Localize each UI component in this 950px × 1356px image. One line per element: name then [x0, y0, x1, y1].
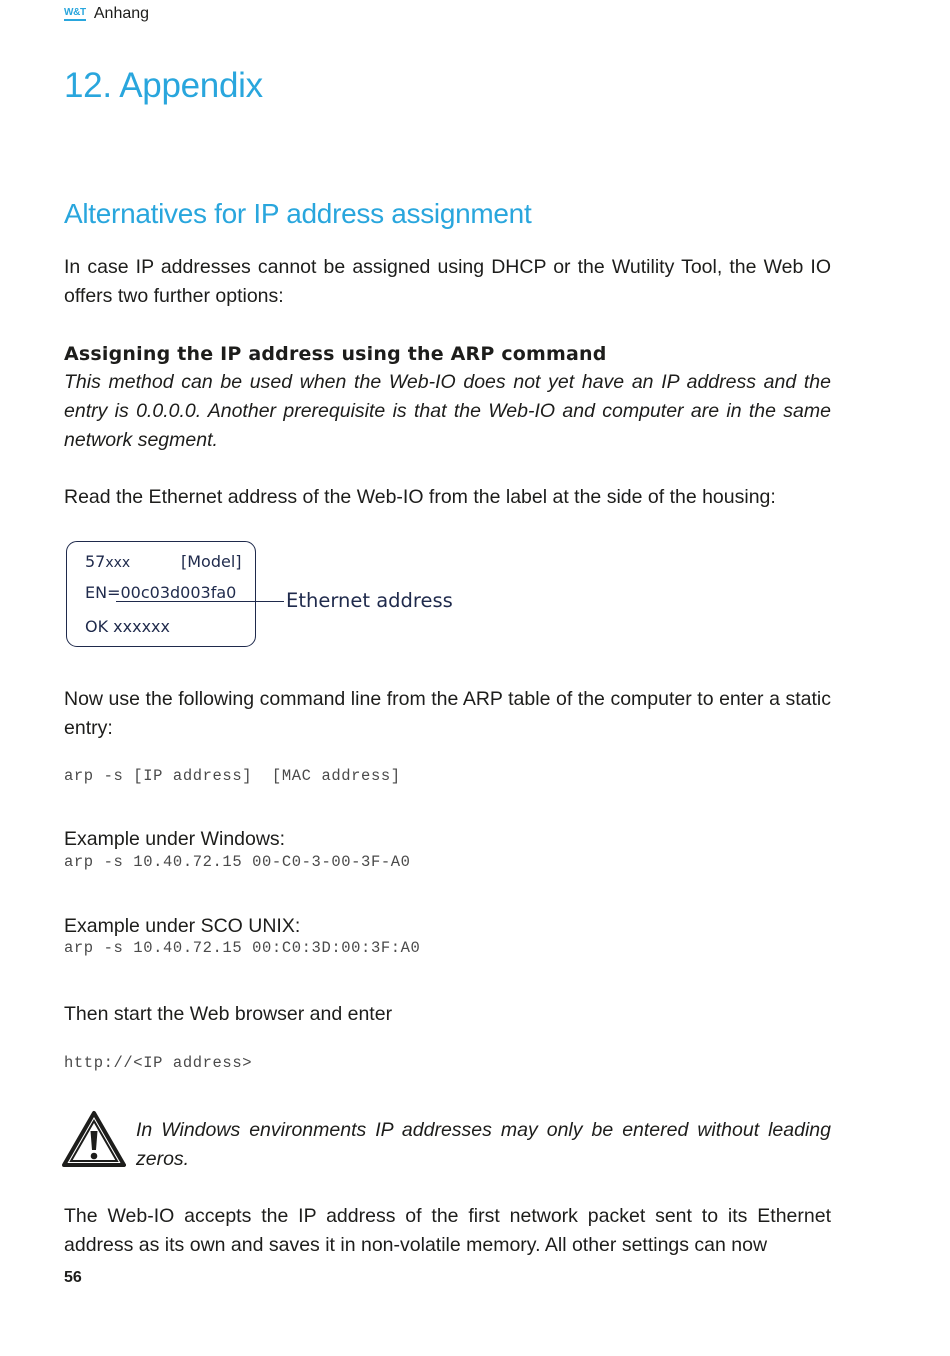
warning-triangle-icon [62, 1110, 126, 1168]
page-number: 56 [64, 1269, 82, 1286]
windows-example-label: Example under Windows: [64, 828, 286, 850]
chapter-title: 12. Appendix [64, 66, 263, 105]
section-heading: Alternatives for IP address assignment [64, 198, 532, 229]
browser-url: http://<IP address> [64, 1054, 253, 1072]
arp-heading: Assigning the IP address using the ARP command [64, 343, 607, 365]
ethernet-pointer-line [116, 601, 284, 602]
label-model-line: 57xxx [85, 552, 131, 571]
unix-example-label: Example under SCO UNIX: [64, 915, 301, 937]
command-intro: Now use the following command line from the ARP table of the computer to enter a static entry: [64, 688, 831, 739]
header-section-title: Anhang [93, 5, 150, 22]
unix-example-command: arp -s 10.40.72.15 00:C0:3D:00:3F:A0 [64, 939, 421, 957]
label-ethernet-line: EN=00c03d003fa0 [85, 583, 237, 602]
label-model: [Model] [181, 552, 242, 571]
ethernet-address-caption: Ethernet address [286, 589, 453, 612]
arp-note: This method can be used when the Web-IO does not yet have an IP address and the entry is 0.0.0.0. Another prerequisite is that the Web-IO and computer are in the same network segment. [64, 371, 831, 451]
read-label-paragraph: Read the Ethernet address of the Web-IO from the label at the side of the housing: [64, 486, 776, 508]
intro-paragraph: In case IP addresses cannot be assigned using DHCP or the Wutility Tool, the Web IO offers two further options: [64, 256, 831, 307]
browser-instruction: Then start the Web browser and enter [64, 1003, 393, 1025]
label-mac-value: 00c03d003fa0 [120, 583, 237, 602]
label-ok-line: OK xxxxxx [85, 617, 170, 636]
arp-syntax: arp -s [IP address] [MAC address] [64, 767, 401, 785]
device-label-box [66, 541, 256, 647]
wut-logo: W&T [64, 8, 86, 21]
closing-paragraph: The Web-IO accepts the IP address of the first network packet sent to its Ethernet address as its own and saves it in non-volatile memory. All other settings can now [64, 1205, 831, 1256]
page-header [64, 4, 149, 24]
warning-text: In Windows environments IP addresses may only be entered without leading zeros. [136, 1119, 831, 1170]
windows-example-command: arp -s 10.40.72.15 00-C0-3-00-3F-A0 [64, 853, 411, 871]
